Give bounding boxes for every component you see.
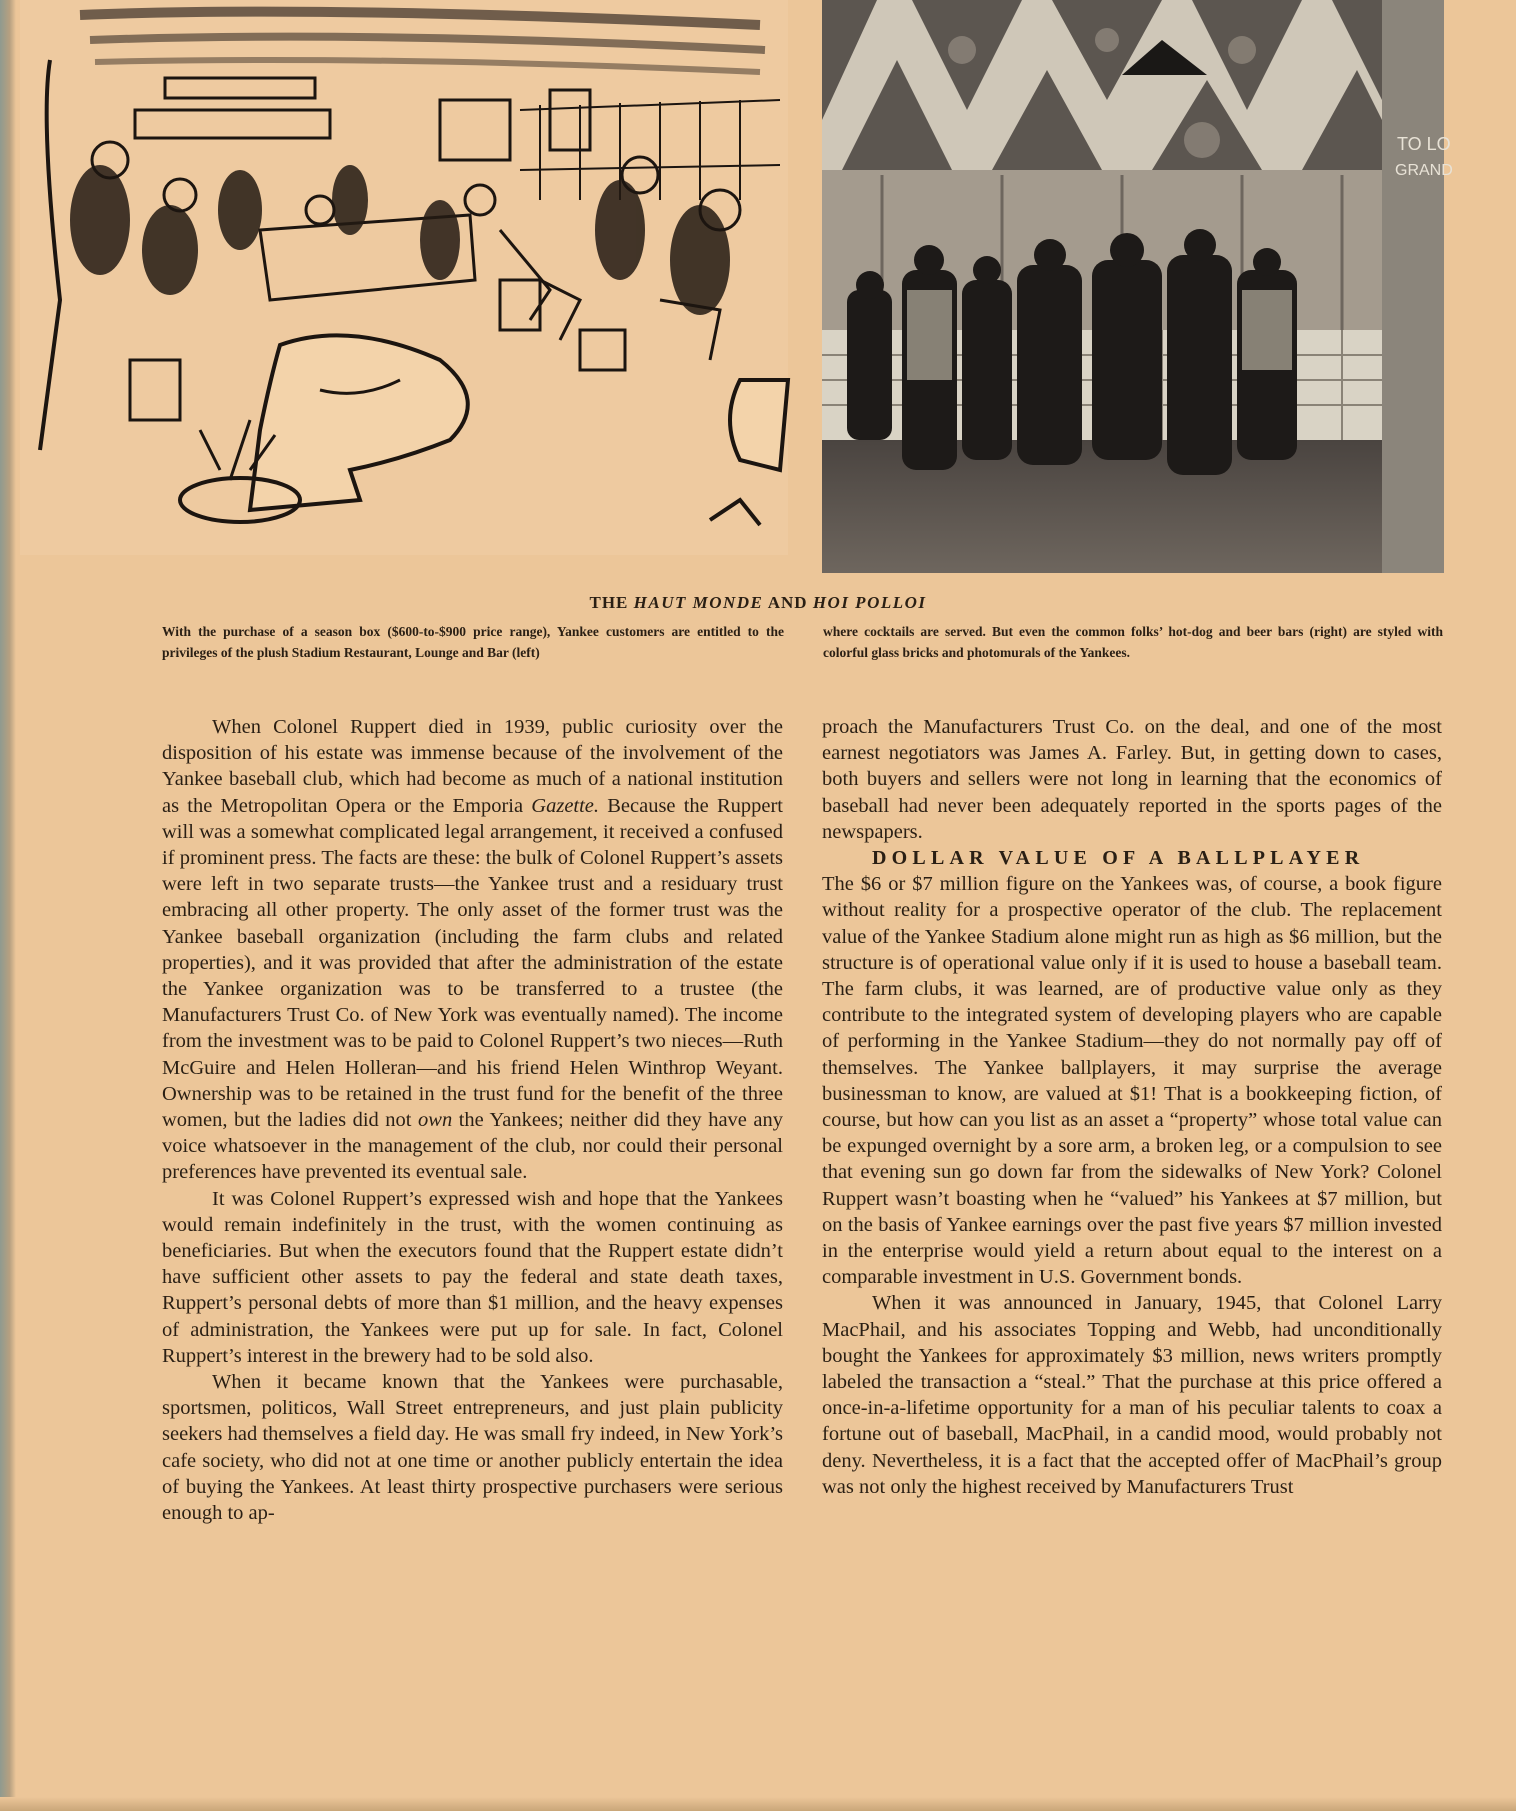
- paragraph-text: When Colonel Ruppert died in 1939, public curiosity over the disposition of his estate was immense because of the involvement of the Yankee baseball club, which had become as much of a national institution as the Metropolitan Opera or the Emporia: [162, 716, 783, 817]
- article-paragraph: When it was announced in January, 1945, that Colonel Larry MacPhail, and his associates Topping and Webb, had unconditionally bought the Yankees for approximately $3 million, news writers promptly labeled the transaction a “steal.” That the purchase at this price offered a once-in-a-lifetime opportunity for a man of his peculiar talents to coax a fortune out of baseball, MacPhail, in a candid mood, would probably not deny. Nevertheless, it is a fact that the accepted offer of MacPhail’s group was not only the highest received by Manufacturers Trust: [822, 1292, 1442, 1498]
- caption-title-prefix: THE: [589, 593, 634, 612]
- sign-text-2: GRAND: [1395, 162, 1453, 179]
- article-paragraph: The $6 or $7 million figure on the Yankees was, of course, a book figure without reality for a prospective operator of the club. The replacement value of the Yankee Stadium alone might run as high as $6 million, but the structure is of operational value only if it is used to house a baseball team. The farm clubs, it was learned, are of productive value only as they contribute to the integrated system of developing players who are capable of performing in the Yankee Stadium—they do not normally pay off of themselves. The Yankee ballplayers, it may surprise the average businessman to know, are valued at $1! That is a bookkeeping fiction, of course, but how can you list as an asset a “property” whose total value can be expunged overnight by a sore arm, a broken leg, or a compulsion to see that evening sun go down far from the sidewalks of New York? Colonel Ruppert wasn’t boasting when he “valued” his Yankees at $7 million, but on the basis of Yankee earnings over the past five years $7 million invested in the enterprise would yield a return about equal to the interest on a comparable investment in U.S. Government bonds.: [822, 873, 1442, 1289]
- paragraph-text: the Yankees; neither did they have any voice whatsoever in the management of the club, nor could their personal preferences have prevented its eventual sale.: [162, 1109, 784, 1184]
- paragraph-italic: own: [418, 1109, 453, 1132]
- caption-left-text: With the purchase of a season box ($600-to-$900 price range), Yankee customers are entitled to the privileges of the plush Stadium Restaurant, Lounge and Bar (left): [162, 624, 784, 660]
- article-paragraph: [162, 714, 783, 1186]
- beer-bar-photo: [822, 0, 1453, 573]
- article-paragraph: It was Colonel Ruppert’s expressed wish and hope that the Yankees would remain indefinitely in the trust, with the women continuing as beneficiaries. But when the executors found that the Ruppert estate didn’t have sufficient other assets to pay the federal and state death taxes, Ruppert’s personal debts of more than $1 million, and the heavy expenses of administration, the Yankees were put up for sale. In fact, Colonel Ruppert’s interest in the brewery had to be sold also.: [162, 1187, 783, 1367]
- article-paragraph: proach the Manufacturers Trust Co. on the deal, and one of the most earnest negotiators was James A. Farley. But, in getting down to cases, both buyers and sellers were not long in learning that the economics of baseball had never been adequately reported in the sports pages of the newspapers.: [822, 716, 1442, 843]
- paragraph-italic: Gazette.: [531, 794, 600, 817]
- caption-title-hoi-polloi: HOI POLLOI: [812, 593, 927, 612]
- caption-title-haut-monde: HAUT MONDE: [633, 593, 764, 612]
- restaurant-sketch: [20, 0, 788, 555]
- paragraph-text: Because the Ruppert will was a somewhat complicated legal arrangement, it received a confused if prominent press. The facts are these: the bulk of Colonel Ruppert’s assets were left in two separate trusts—the Yankee trust and a residuary trust embracing all other property. The only asset of the former trust was the Yankee baseball organization (including the farm clubs and related properties), and it was provided that after the administration of the estate the Yankee organization was to be transferred to a trustee (the Manufacturers Trust Co. of New York was eventually named). The income from the investment was to be paid to Colonel Ruppert’s two nieces—Ruth McGuire and Helen Holleran—and his friend Helen Winthrop Weyant. Ownership was to be retained in the trust fund for the benefit of the three women, but the ladies did not: [162, 794, 783, 1132]
- article-left-column: [162, 714, 783, 1526]
- caption-title: [0, 593, 1516, 613]
- page-edge: [0, 0, 16, 1811]
- beer-bar-photograph: [822, 0, 1453, 573]
- caption-right-text: where cocktails are served. But even the common folks’ hot-dog and beer bars (right) are styled with colorful glass bricks and photomurals of the Yankees.: [823, 624, 1443, 660]
- restaurant-illustration: [20, 0, 788, 555]
- caption-title-and: AND: [763, 593, 813, 612]
- article-paragraph: When it became known that the Yankees were purchasable, sportsmen, politicos, Wall Street entrepreneurs, and just plain publicity seekers had themselves a field day. He was small fry indeed, in New York’s cafe society, who did not at one time or another publicly entertain the idea of buying the Yankees. At least thirty prospective purchasers were serious enough to ap-: [162, 1371, 783, 1525]
- page-bottom-edge: [0, 1797, 1516, 1811]
- sign-text-1: TO LO: [1397, 134, 1451, 154]
- section-heading: DOLLAR VALUE OF A BALLPLAYER: [872, 847, 1365, 870]
- article-right-column: [822, 714, 1442, 1500]
